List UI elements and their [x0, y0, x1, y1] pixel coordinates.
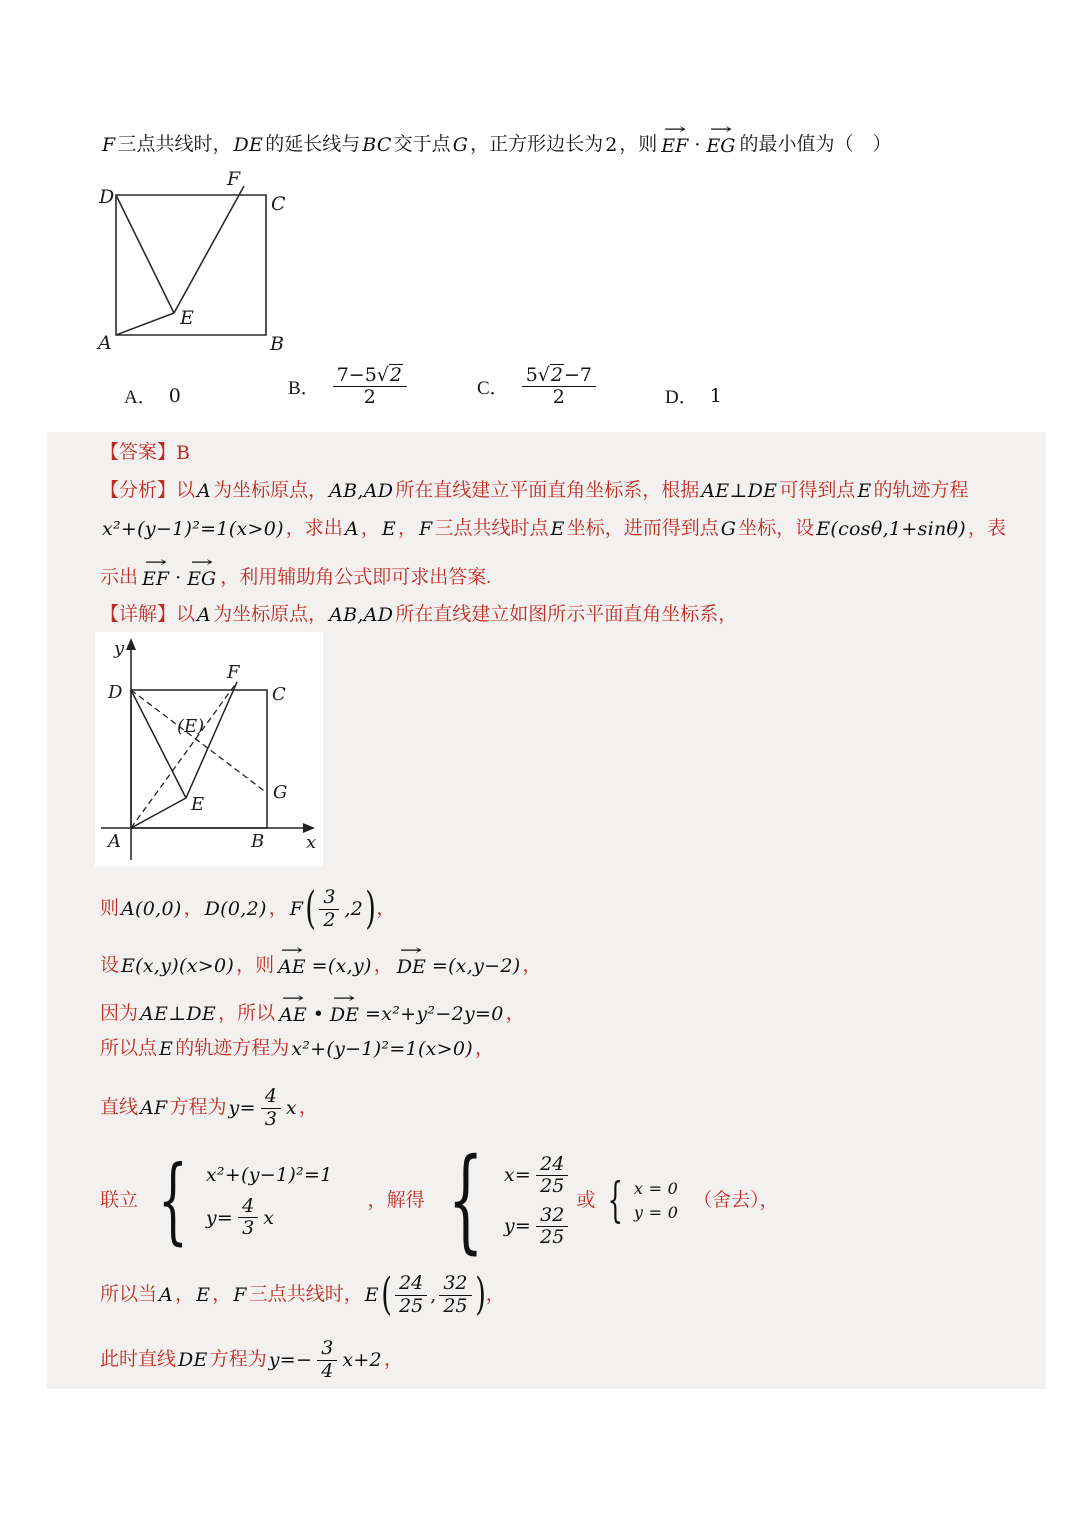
math-D02: D(0,2) — [204, 897, 267, 920]
option-B — [288, 364, 410, 409]
math-BC: BC — [362, 134, 392, 156]
sqrt-radical: √ 2 — [377, 364, 403, 386]
solution-line-DE — [100, 1330, 403, 1390]
zh-text: 三点共线时， — [248, 1283, 363, 1305]
fraction-4-3: $\frac{4}{3}$ — [238, 1196, 258, 1240]
math-A00: A(0,0) — [121, 897, 182, 920]
analysis-line-2 — [100, 516, 1006, 543]
math-E: E — [159, 1038, 174, 1060]
rejected-y: y = 0 — [633, 1203, 679, 1222]
y-axis-arrowhead — [126, 638, 136, 650]
label-A: A — [98, 332, 112, 354]
zh-text: 的轨迹方程 — [873, 480, 969, 501]
math-AF: AF — [140, 1096, 168, 1119]
option-D-label: D． — [665, 387, 698, 408]
math-A: A — [159, 1283, 174, 1306]
zh-text: ，求出 — [285, 518, 343, 539]
option-A-value: 0 — [168, 384, 181, 407]
fraction-24-25: $\frac{24}{25}$ — [395, 1273, 427, 1317]
label-D: D — [108, 682, 123, 703]
equation-system-rejected — [600, 1178, 680, 1225]
rejected-x: { x = 0 — [633, 1178, 679, 1198]
dashed-AF — [131, 682, 237, 828]
numerator-text: 7−5 — [336, 364, 377, 386]
zh-text: 所以点 — [100, 1038, 158, 1059]
math-A: A — [197, 604, 212, 626]
zh-text: 方程为 — [209, 1348, 267, 1370]
label-C: C — [271, 193, 286, 215]
answer-tag: 【答案】 — [100, 442, 177, 463]
math-A: A — [344, 518, 359, 540]
math-comma2: ,2 — [344, 897, 364, 920]
option-A-label: A． — [124, 387, 157, 408]
solution-line-vectors — [100, 946, 542, 981]
zh-text: ，则 — [619, 134, 658, 155]
math-x-plus-2: x+2 — [342, 1348, 382, 1371]
label-E: E — [191, 794, 205, 815]
analysis-line-1 — [100, 478, 969, 505]
label-F: F — [227, 662, 240, 683]
math-F: F — [419, 518, 433, 540]
math-Exy: E(x,y)(x>0) — [121, 955, 235, 977]
math-eq-xy: =(x,y) — [311, 955, 372, 977]
label-E: E — [180, 307, 194, 329]
answer-value: B — [176, 442, 190, 464]
math-ABAD: AB,AD — [329, 480, 394, 502]
segment-DE — [116, 195, 174, 313]
option-B-label: B． — [288, 377, 320, 399]
comma: , — [430, 1283, 437, 1306]
zh-text: 坐标，进而得到点 — [566, 518, 719, 539]
figure-coordinate-box — [95, 632, 323, 866]
math-F: F — [289, 897, 304, 920]
detail-line — [100, 602, 737, 629]
zh-text: ，则 — [236, 955, 275, 976]
segment-DE — [131, 690, 186, 798]
system1-eq1: { x²+(y−1)²=1 — [205, 1164, 333, 1187]
solution-line-E-coord — [100, 1264, 505, 1326]
math-2: 2 — [605, 134, 618, 156]
zh-text: 为坐标原点， — [213, 604, 328, 625]
equation-system-solution — [430, 1154, 572, 1248]
label-B: B — [270, 333, 284, 355]
solution-line-points — [100, 880, 395, 938]
option-B-fraction — [333, 364, 407, 409]
zh-text: ， — [373, 955, 393, 976]
segment-EF — [174, 186, 244, 313]
dot-operator: · — [694, 134, 701, 156]
math-G: G — [720, 518, 737, 540]
zh-text: ， — [475, 1038, 495, 1059]
left-paren: ( — [381, 1269, 392, 1321]
solution-line-AF — [100, 1078, 318, 1138]
math-E: E — [364, 1283, 379, 1306]
label-F: F — [227, 170, 241, 190]
label-C: C — [272, 684, 286, 705]
answer-line — [100, 440, 190, 467]
label-x-axis: x — [306, 832, 317, 853]
segment-EF — [186, 682, 237, 798]
math-y-eq: y= — [228, 1096, 256, 1119]
solution-y-lhs: y= — [503, 1214, 532, 1237]
fraction-24-25: $\frac{24}{25}$ — [536, 1154, 568, 1198]
option-C-label: C． — [477, 377, 509, 399]
math-E: E — [550, 518, 565, 540]
solution-line-locus — [100, 1036, 494, 1063]
zh-text: ，表 — [967, 518, 1006, 539]
denominator-text: 2 — [363, 386, 376, 409]
fraction-3-2: $\frac{3}{2}$ — [319, 887, 339, 931]
zh-text: ， — [360, 518, 380, 539]
label-G: G — [273, 782, 288, 803]
dot-operator: • — [312, 1003, 324, 1025]
zh-text: 联立 — [100, 1189, 139, 1211]
zh-text: 因为 — [100, 1003, 139, 1024]
math-AEperpDE: AE⊥DE — [701, 480, 778, 502]
vector-EF: → EF — [142, 564, 169, 593]
zh-text: ，正方形边长为 — [470, 134, 604, 155]
analysis-tag: 【分析】 — [100, 480, 177, 501]
zh-text: 以 — [176, 480, 196, 501]
zh-text: 可得到点 — [779, 480, 856, 501]
solution-line-dotproduct — [100, 994, 525, 1029]
zh-text: 交于点 — [393, 134, 451, 155]
fraction-4-3: $\frac{4}{3}$ — [261, 1086, 281, 1130]
system1-eq2-x: x — [263, 1206, 275, 1229]
fraction-3-4: $\frac{3}{4}$ — [317, 1338, 337, 1382]
vector-EF: → EF — [661, 131, 688, 160]
zh-text: 所以当 — [100, 1283, 158, 1305]
option-D — [665, 382, 724, 409]
math-eq-xy2: =(x,y−2) — [431, 955, 521, 977]
zh-text: ，解得 — [367, 1189, 425, 1211]
solution-x-lhs: { x= — [503, 1164, 532, 1187]
label-A: A — [108, 831, 121, 852]
math-F: F — [233, 1283, 247, 1306]
zh-text: （舍去）， — [693, 1189, 779, 1211]
option-C — [477, 364, 599, 409]
system1-eq2-lhs: y= — [205, 1206, 234, 1229]
equation-system-1 — [143, 1162, 335, 1239]
label-E-paren: (E) — [177, 716, 205, 737]
math-E: E — [381, 518, 397, 540]
zh-text: 的最小值为（ ） — [739, 134, 892, 155]
solution-section — [47, 432, 1046, 1389]
fraction-32-25: $\frac{32}{25}$ — [536, 1205, 568, 1249]
zh-text: ， — [268, 897, 288, 919]
segment-AE — [116, 313, 174, 335]
vector-EG: → EG — [187, 564, 216, 593]
zh-text: ， — [212, 1283, 232, 1305]
math-AEperpDE: AE⊥DE — [140, 1003, 217, 1025]
math-DE: DE — [178, 1348, 208, 1371]
zh-text: ， — [522, 955, 542, 976]
zh-text: 则 — [100, 897, 120, 919]
math-x: x — [285, 1096, 297, 1119]
right-paren: ) — [474, 1269, 486, 1321]
math-G: G — [452, 134, 469, 156]
vector-DE: → DE — [330, 1000, 359, 1029]
math-F: F — [102, 134, 116, 156]
zh-text: 的延长线与 — [265, 134, 361, 155]
dot-operator: · — [175, 567, 182, 589]
option-D-value: 1 — [709, 384, 722, 407]
zh-text: 坐标，设 — [738, 518, 815, 539]
math-circle-eq: x²+(y−1)²=1(x>0) — [291, 1038, 473, 1060]
zh-text: 的轨迹方程为 — [175, 1038, 290, 1059]
math-y-eq-neg: y=− — [268, 1348, 313, 1371]
vector-EG: → EG — [706, 131, 735, 160]
zh-text: 以 — [176, 604, 196, 625]
zh-text: 直线 — [100, 1096, 139, 1118]
zh-text: 三点共线时点 — [434, 518, 549, 539]
zh-text: ， — [383, 1348, 403, 1370]
denominator-text: 2 — [552, 386, 565, 409]
zh-text: 设 — [100, 955, 120, 976]
zh-text: 为坐标原点， — [213, 480, 328, 501]
zh-text: 方程为 — [169, 1096, 227, 1118]
math-E-trig: E(cosθ,1+sinθ) — [816, 518, 966, 540]
zh-text: ， — [376, 897, 396, 919]
figure-coordinate-system — [95, 632, 323, 866]
zh-text: ， — [485, 1283, 505, 1305]
label-y-axis: y — [114, 638, 125, 659]
dashed-DG — [131, 690, 267, 793]
zh-text: 示出 — [100, 567, 139, 588]
sqrt-radical: √ 2 — [538, 364, 564, 386]
zh-text: 所在直线建立如图所示平面直角坐标系， — [395, 604, 738, 625]
zh-text: 或 — [576, 1189, 596, 1211]
math-E: E — [196, 1283, 211, 1306]
option-C-fraction — [522, 364, 596, 409]
math-circle-eq: x²+(y−1)²=1(x>0) — [102, 518, 284, 540]
left-paren: ( — [305, 883, 317, 935]
math-ABAD: AB,AD — [329, 604, 394, 626]
zh-text: ， — [298, 1096, 318, 1118]
vector-DE: → DE — [397, 952, 426, 981]
zh-text: ， — [505, 1003, 525, 1024]
zh-text: 所在直线建立平面直角坐标系，根据 — [395, 480, 700, 501]
math-DE: DE — [233, 134, 264, 156]
numerator-text: −7 — [563, 364, 592, 386]
math-E: E — [857, 480, 872, 502]
fraction-32-25: $\frac{32}{25}$ — [439, 1273, 471, 1317]
numerator-text: 5 — [525, 364, 538, 386]
solution-line-system — [100, 1142, 779, 1260]
option-A — [124, 382, 183, 409]
analysis-line-3 — [100, 558, 491, 593]
vector-AE: → AE — [278, 952, 306, 981]
zh-text: ， — [175, 1283, 195, 1305]
label-D: D — [99, 186, 115, 208]
right-paren: ) — [365, 883, 377, 935]
vector-AE: → AE — [279, 1000, 307, 1029]
zh-text: ，利用辅助角公式即可求出答案. — [220, 567, 491, 588]
label-B: B — [251, 831, 265, 852]
zh-text: ， — [398, 518, 418, 539]
zh-text: ，所以 — [218, 1003, 276, 1024]
zh-text: 此时直线 — [100, 1348, 177, 1370]
figure-square-ABCD — [96, 170, 306, 356]
zh-text: ， — [183, 897, 203, 919]
detail-tag: 【详解】 — [100, 604, 177, 625]
segment-AE — [131, 798, 186, 828]
math-A: A — [197, 480, 212, 502]
zh-text: 三点共线时， — [117, 134, 232, 155]
question-line — [100, 131, 891, 160]
math-expansion: =x²+y²−2y=0 — [365, 1003, 504, 1025]
